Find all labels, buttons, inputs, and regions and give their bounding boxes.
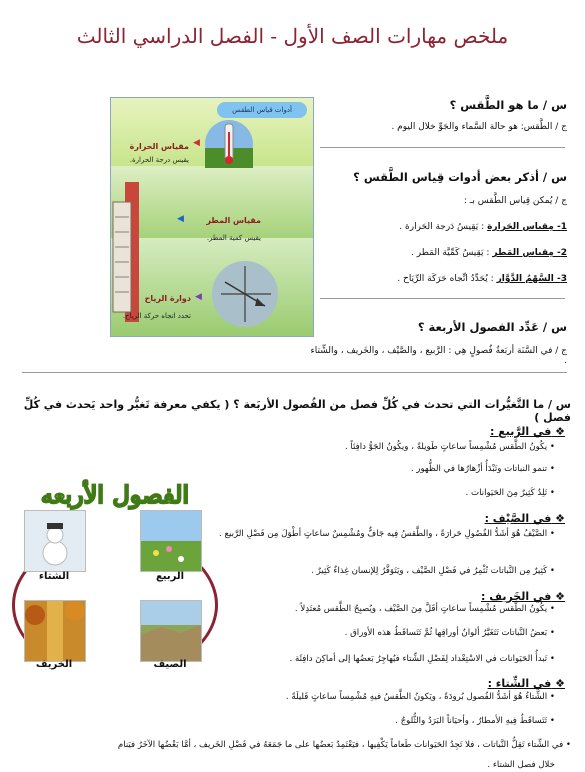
list-item: • الصَّيْفُ هُوَ أشَدُّ الفُصُولِ حَرارَةً ، والطَّقسُ فِيه جَافٌّ ومُشْمِسٌ ساعاتٍ أطْوَلَ مِن فَصْلِ الرَّبيع .	[219, 529, 555, 539]
wind-vane-photo	[211, 258, 279, 330]
wind-vane-arrow-icon: ◀	[195, 292, 202, 302]
rain-gauge-desc: يقيس كمية المطر.	[206, 234, 261, 242]
list-item: • تَبدأُ الحَيَوانات في الاسْتِعْداد لِفَصْلِ الشِّتاء فيُهاجِرُ بَعضُها إلى أماكِنَ دافِئَة .	[289, 654, 555, 664]
thermometer-desc: يقيس درجة الحرارة.	[129, 156, 189, 164]
divider	[320, 147, 565, 148]
weather-figure-header: أدوات قياس الطقس	[217, 102, 307, 118]
list-item: • يكُونُ الطَّقس مُشْمِساً ساعاتٍ طَويلةً ، ويكُونُ الجَوُّ دافِئاً .	[344, 442, 555, 452]
autumn-heading: ❖ في الخَريف :	[481, 590, 565, 603]
list-item: • الشِّتاءُ هُوَ أشَدُّ الفُصول بُرودَةً ، ويَكونُ الطَّقسُ فيهِ مُشْمِساً ساعاتٍ قَليلَةً .	[285, 692, 555, 702]
question-season-changes: س / ما التَّغيُّرات التي تحدث في كُلِّ فصل من الفُصول الأربَعة ؟ ( يكفي معرفة تَغيُّر واحد يَحدث في كُلِّ فصل )	[23, 398, 571, 424]
answer-four-seasons: ج / في السَّنَة أربَعةُ فُصولٍ هِي : الرَّبيع ، والصَّيْف ، والخَريف ، والشِّتاء .	[310, 346, 567, 366]
divider	[22, 372, 567, 373]
list-item: • بَعضُ النَّباتات تَتَغَيَّرُ ألوانُ أوراقِها ثُمَّ تَتَساقَطُ هذه الأوراق .	[344, 628, 555, 638]
list-item: • تَلِدُ كَثِيرٌ مِنَ الحَيَوانات .	[465, 488, 555, 498]
thermometer-photo	[201, 118, 256, 168]
thermometer-label: مقياس الحرارة	[129, 142, 189, 151]
autumn-photo	[24, 600, 86, 662]
seasons-figure-title: الفصول الأربعه	[40, 480, 190, 509]
summer-label: الصيف	[153, 659, 187, 670]
winter-photo	[24, 510, 86, 572]
question-weather-tools: س / أذكر بعض أدوات قِياس الطَّقس ؟	[353, 170, 567, 184]
list-item: • تنمو النباتات وتَبْدَأُ أزْهارُها في الظُّهور .	[410, 464, 555, 474]
footer-partial-text: خلال فصل الشتاء .	[487, 760, 555, 770]
thermometer-arrow-icon: ◀	[193, 138, 200, 148]
winter-label: الشتاء	[38, 571, 70, 582]
spring-label: الربيع	[155, 571, 185, 582]
tool-item-3: 3- السَّهْمُ الدَّوَّار : يُحَدِّدُ اتِّجاه حَرَكَة الرِّيَاح .	[397, 274, 567, 284]
weather-tools-figure	[110, 97, 314, 337]
divider	[320, 298, 565, 299]
wind-vane-desc: تحدد اتجاه حركة الرياح.	[122, 312, 191, 320]
list-item: • كَثِيرٌ مِن النَّباتات تُثْمِرُ في فَصْلِ الصَّيْف ، ويَتَوَفَّرُ لِلإنسان غِذاءٌ كَثِيرٌ .	[311, 566, 555, 576]
rain-gauge-label: مقياس المطر	[206, 216, 261, 225]
spring-heading: ❖ في الرَّبيع :	[490, 425, 565, 438]
wind-vane-label: دوارة الرياح	[144, 294, 191, 303]
summer-heading: ❖ في الصَّيْف :	[484, 512, 565, 525]
answer-intro: ج / يُمكن قِياس الطَّقس بـ :	[463, 196, 567, 206]
tool-item-1: 1- مِقياس الحَرارة : يَقِيسُ دَرجة الحَرارة .	[399, 222, 567, 232]
summer-photo	[140, 600, 202, 662]
winter-heading: ❖ في الشِّتاء :	[487, 677, 565, 690]
answer-weather: ج / الطَّقس: هو حالة السَّماء والجَوِّ خلال اليوم .	[391, 122, 567, 132]
autumn-label: الخريف	[35, 659, 73, 670]
rain-gauge-arrow-icon: ◀	[177, 214, 184, 224]
tool-item-2: 2- مِقياس المَطر : يَقِيسُ كَمِّيَّة المَطر .	[411, 248, 567, 258]
page-title: ملخص مهارات الصف الأول - الفصل الدراسي الثالث	[76, 24, 509, 48]
question-weather: س / ما هو الطَّقس ؟	[449, 98, 567, 112]
rain-gauge-photo	[110, 182, 163, 332]
question-four-seasons: س / عَدِّد الفصول الأربعة ؟	[417, 320, 567, 334]
list-item: • يكُونُ الطَّقس مُشْمِساً ساعاتٍ أقَلَّ مِنَ الصَّيْف ، ويُصبِحُ الطَّقس مُعتَدِلاً .	[294, 604, 555, 614]
list-item: • تَتَساقَطُ فِيهِ الأمطارُ ، وأحيَاناً البَرَدُ والثُّلوجُ .	[395, 716, 555, 726]
spring-photo	[140, 510, 202, 572]
list-item: • في الشِّتاء تَقِلُّ النَّباتات ، فلا تَجِدُ الحَيَوانات طَعاماً يَكْفِيها ، فيَعْتَمِدُ بَعضُها على ما جَمَعَهُ في فَصْلِ الخَريف ، أمَّا بَعْضُها الآخَرُ فيَنام	[117, 740, 571, 750]
